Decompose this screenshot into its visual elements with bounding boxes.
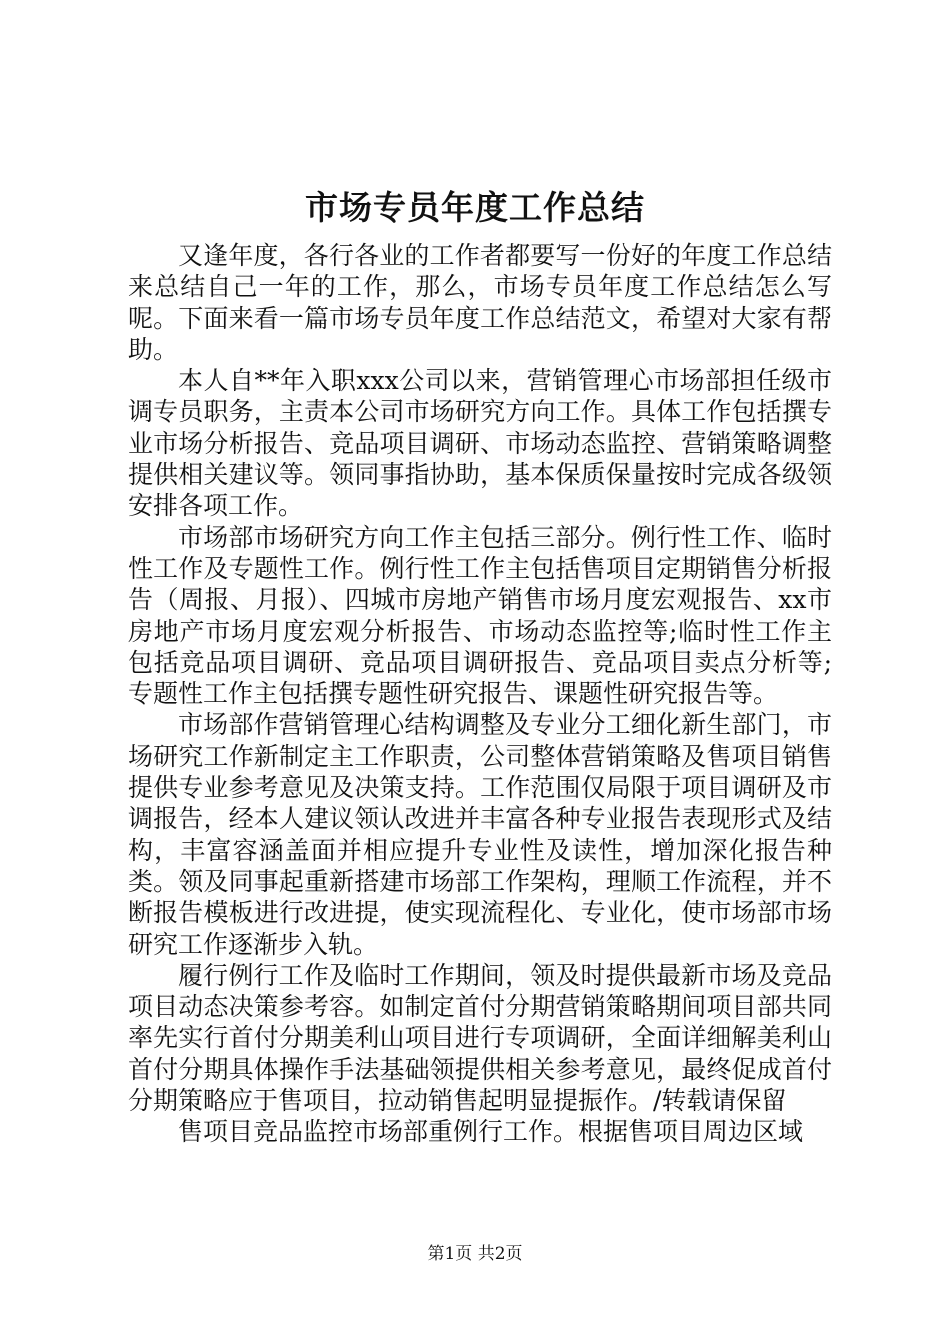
- paragraph-scope: 市场部市场研究方向工作主包括三部分。例行性工作、临时性工作及专题性工作。例行性工作主包括售项目定期销售分析报告（周报、月报）、四城市房地产销售市场月度宏观报告、xx市房地产市场月度宏观分析报告、市场动态监控等;临时性工作主包括竞品项目调研、竞品项目调研报告、竞品项目卖点分析等;专题性工作主包括撰专题性研究报告、课题性研究报告等。: [128, 522, 832, 709]
- paragraph-role: 本人自**年入职xxx公司以来，营销管理心市场部担任级市调专员职务，主责本公司市场研究方向工作。具体工作包括撰专业市场分析报告、竞品项目调研、市场动态监控、营销策略调整提供相关建议等。领同事指协助，基本保质保量按时完成各级领安排各项工作。: [128, 366, 832, 521]
- document-body: [128, 240, 832, 1148]
- paragraph-duties: 履行例行工作及临时工作期间，领及时提供最新市场及竞品项目动态决策参考容。如制定首付分期营销策略期间项目部共同率先实行首付分期美利山项目进行专项调研，全面详细解美利山首付分期具体操作手法基础领提供相关参考意见，最终促成首付分期策略应于售项目，拉动销售起明显提振作。/转载请保留: [128, 960, 832, 1116]
- document-title: 市场专员年度工作总结: [305, 188, 645, 227]
- paragraph-monitoring: 售项目竞品监控市场部重例行工作。根据售项目周边区域: [178, 1117, 804, 1147]
- page-number-footer: 第1页 共2页: [427, 1244, 523, 1264]
- paragraph-restructure: 市场部作营销管理心结构调整及专业分工细化新生部门，市场研究工作新制定主工作职责，公司整体营销策略及售项目销售提供专业参考意见及决策支持。工作范围仅局限于项目调研及市调报告，经本人建议领认改进并丰富各种专业报告表现形式及结构，丰富容涵盖面并相应提升专业性及读性，增加深化报告种类。领及同事起重新搭建市场部工作架构，理顺工作流程，并不断报告模板进行改进提，使实现流程化、专业化，使市场部市场研究工作逐渐步入轨。: [128, 710, 832, 959]
- paragraph-intro: 又逢年度，各行各业的工作者都要写一份好的年度工作总结来总结自己一年的工作，那么，市场专员年度工作总结怎么写呢。下面来看一篇市场专员年度工作总结范文，希望对大家有帮助。: [128, 241, 832, 364]
